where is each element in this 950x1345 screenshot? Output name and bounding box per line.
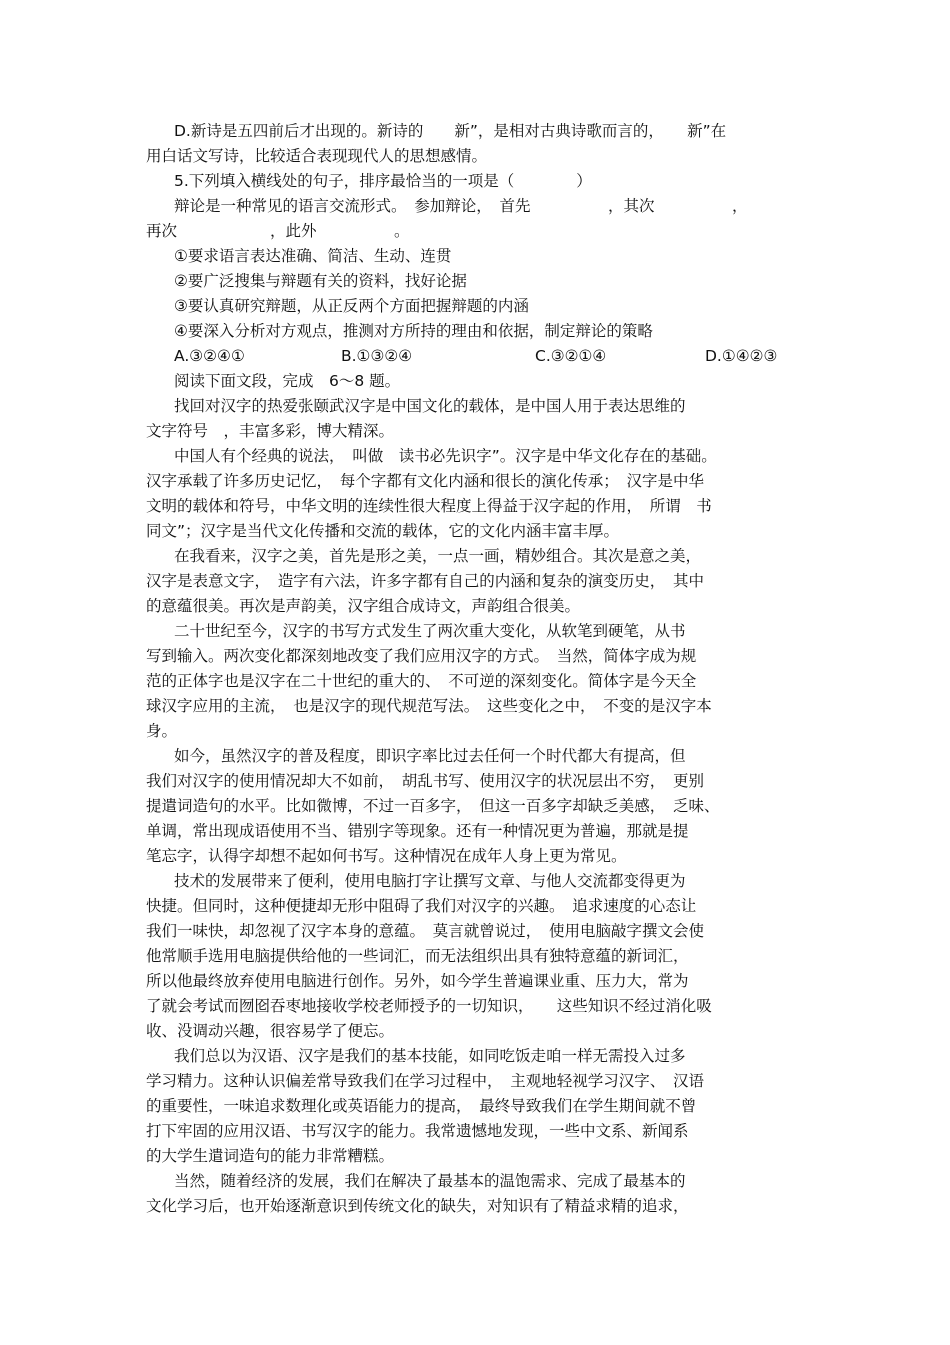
reading-line: 学习精力。这种认识偏差常导致我们在学习过程中， 主观地轻视学习汉字、 汉语 — [146, 1072, 705, 1090]
reading-line: 如今，虽然汉字的普及程度，即识字率比过去任何一个时代都大有提高，但 — [174, 747, 686, 765]
reading-line: 所以他最终放弃使用电脑进行创作。另外，如今学生普遍课业重、压力大，常为 — [146, 972, 689, 990]
q5-option-a: A.③②④① — [174, 347, 245, 365]
q5-option-c: C.③②①④ — [535, 347, 607, 365]
reading-line: 球汉字应用的主流， 也是汉字的现代规范写法。 这些变化之中， 不变的是汉字本 — [146, 697, 712, 715]
reading-line: 同文”；汉字是当代文化传播和交流的载体，它的文化内涵丰富丰厚。 — [146, 522, 620, 540]
reading-line: 文字符号 ，丰富多彩，博大精深。 — [146, 422, 395, 440]
reading-line: 他常顺手选用电脑提供给他的一些词汇，而无法组织出具有独特意蕴的新词汇， — [146, 947, 689, 965]
reading-line: 单调，常出现成语使用不当、错别字等现象。还有一种情况更为普遍，那就是提 — [146, 822, 689, 840]
reading-line: 快捷。但同时，这种便捷却无形中阻碍了我们对汉字的兴趣。 追求速度的心态让 — [146, 897, 697, 915]
reading-line: 范的正体字也是汉字在二十世纪的重大的、 不可逆的深刻变化。简体字是今天全 — [146, 672, 697, 690]
q5-stem: 5.下列填入横线处的句子，排序最恰当的一项是（ ） — [174, 172, 592, 190]
q5-option-b: B.①③②④ — [341, 347, 413, 365]
q5-item-2: ②要广泛搜集与辩题有关的资料，找好论据 — [174, 272, 467, 290]
reading-line: 文明的载体和符号，中华文明的连续性很大程度上得益于汉字起的作用， 所谓 书 — [146, 497, 712, 515]
reading-instruction: 阅读下面文段，完成 6～8 题。 — [174, 372, 401, 390]
reading-line: 我们对汉字的使用情况却大不如前， 胡乱书写、使用汉字的状况层出不穷， 更别 — [146, 772, 705, 790]
reading-line: 在我看来，汉字之美，首先是形之美，一点一画，精妙组合。其次是意之美， — [174, 547, 702, 565]
reading-line: 中国人有个经典的说法， 叫做 读书必先识字”。汉字是中华文化存在的基础。 — [174, 447, 717, 465]
reading-line: 写到输入。两次变化都深刻地改变了我们应用汉字的方式。 当然，简体字成为规 — [146, 647, 697, 665]
reading-line: 汉字承载了许多历史记忆， 每个字都有文化内涵和很长的演化传承； 汉字是中华 — [146, 472, 705, 490]
q4-option-d-line-2: 用白话文写诗，比较适合表现现代人的思想感情。 — [146, 147, 488, 165]
q5-option-d: D.①④②③ — [705, 347, 778, 365]
reading-line: 技术的发展带来了便利，使用电脑打字让撰写文章、与他人交流都变得更为 — [174, 872, 686, 890]
reading-line: 当然，随着经济的发展，我们在解决了最基本的温饱需求、完成了最基本的 — [174, 1172, 686, 1190]
reading-line: 我们总以为汉语、汉字是我们的基本技能，如同吃饭走咱一样无需投入过多 — [174, 1047, 686, 1065]
reading-line: 我们一味快，却忽视了汉字本身的意蕴。 莫言就曾说过， 使用电脑敲字撰文会使 — [146, 922, 705, 940]
reading-line: 身。 — [146, 722, 178, 740]
reading-line: 汉字是表意文字， 造字有六法，许多字都有自己的内涵和复杂的演变历史， 其中 — [146, 572, 705, 590]
q5-text-line-1: 辩论是一种常见的语言交流形式。 参加辩论， 首先 ，其次 ， — [174, 197, 748, 215]
reading-line: 文化学习后，也开始逐渐意识到传统文化的缺失，对知识有了精益求精的追求， — [146, 1197, 689, 1215]
reading-line: 打下牢固的应用汉语、书写汉字的能力。我常遗憾地发现，一些中文系、新闻系 — [146, 1122, 689, 1140]
reading-line: 二十世纪至今，汉字的书写方式发生了两次重大变化，从软笔到硬笔，从书 — [174, 622, 686, 640]
q4-option-d-line-1: D.新诗是五四前后才出现的。新诗的 新”，是相对古典诗歌而言的， 新”在 — [174, 122, 727, 140]
q5-item-3: ③要认真研究辩题，从正反两个方面把握辩题的内涵 — [174, 297, 529, 315]
reading-line: 收、没调动兴趣，很容易学了便忘。 — [146, 1022, 395, 1040]
q5-item-4: ④要深入分析对方观点，推测对方所持的理由和依据，制定辩论的策略 — [174, 322, 653, 340]
reading-line: 的重要性，一味追求数理化或英语能力的提高， 最终导致我们在学生期间就不曾 — [146, 1097, 697, 1115]
reading-line: 笔忘字，认得字却想不起如何书写。这种情况在成年人身上更为常见。 — [146, 847, 627, 865]
reading-line: 提遣词造句的水平。比如微博，不过一百多字， 但这一百多字却缺乏美感， 乏味、 — [146, 797, 720, 815]
reading-line: 了就会考试而囫囵吞枣地接收学校老师授予的一切知识， 这些知识不经过消化吸 — [146, 997, 712, 1015]
q5-item-1: ①要求语言表达准确、简洁、生动、连贯 — [174, 247, 452, 265]
q5-text-line-2: 再次 ，此外 。 — [146, 222, 410, 240]
reading-line: 的大学生遣词造句的能力非常糟糕。 — [146, 1147, 395, 1165]
reading-line: 的意蕴很美。再次是声韵美，汉字组合成诗文，声韵组合很美。 — [146, 597, 581, 615]
reading-line: 找回对汉字的热爱张颐武汉字是中国文化的载体，是中国人用于表达思维的 — [174, 397, 686, 415]
